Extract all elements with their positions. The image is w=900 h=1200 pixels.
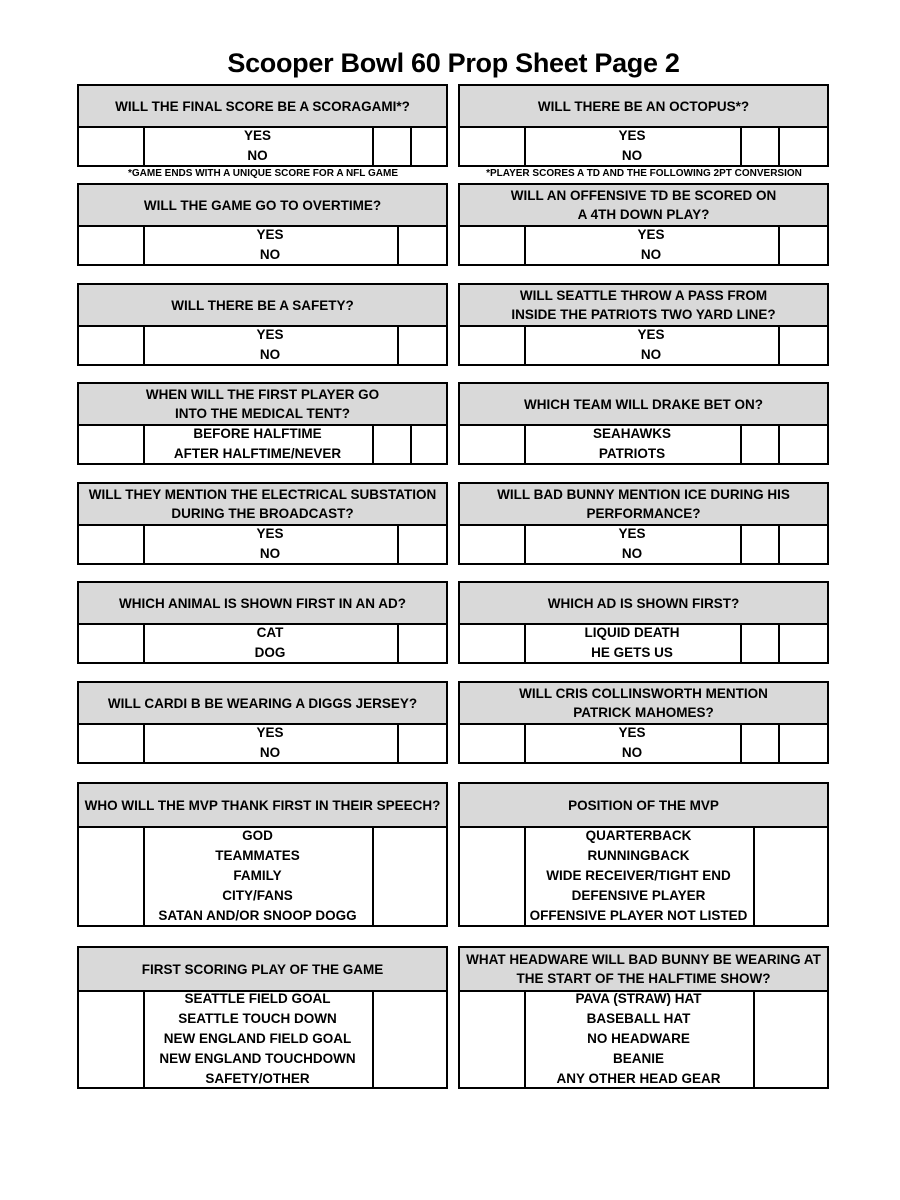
column-divider [397,524,399,563]
prop-box [77,681,448,764]
column-divider [778,524,780,563]
prop-option: NO [247,147,268,163]
prop-box [77,782,448,927]
prop-options [524,524,740,563]
prop-question-line: WHICH AD IS SHOWN FIRST? [547,595,740,611]
prop-question-line: INTO THE MEDICAL TENT? [175,406,350,421]
prop-options [524,126,740,165]
prop-question-line: PERFORMANCE? [586,506,701,521]
prop-options [143,424,372,463]
prop-option: NO HEADWARE [587,1030,690,1046]
prop-options [524,723,740,762]
prop-question [460,384,827,426]
prop-option: SEAHAWKS [592,425,671,441]
prop-question-line: INSIDE THE PATRIOTS TWO YARD LINE? [511,307,776,322]
prop-option: YES [256,724,284,740]
prop-question [79,683,446,725]
prop-option: YES [618,525,646,541]
prop-box [458,782,829,927]
prop-option: YES [256,326,284,342]
column-divider [740,126,742,165]
prop-box [77,581,448,664]
prop-question-line: WILL AN OFFENSIVE TD BE SCORED ON [510,188,777,203]
column-divider [778,225,780,264]
prop-options [524,826,753,925]
prop-option: NO [259,246,281,262]
prop-option: NEW ENGLAND TOUCHDOWN [159,1050,356,1066]
prop-option: BEANIE [612,1050,664,1066]
column-divider [778,126,780,165]
column-divider [778,723,780,762]
prop-option: NO [259,545,281,561]
prop-question-line: WHICH ANIMAL IS SHOWN FIRST IN AN AD? [119,595,406,611]
column-divider [372,126,374,165]
prop-option: NO [640,346,662,362]
prop-question [460,784,827,828]
prop-option: NO [621,147,643,163]
prop-option: BEFORE HALFTIME [193,425,322,441]
prop-option: DOG [254,644,286,660]
column-divider [740,524,742,563]
prop-box [77,946,448,1089]
column-divider [753,826,755,925]
prop-box [77,183,448,266]
prop-option: NO [621,744,643,760]
prop-box [458,681,829,764]
prop-option: TEAMMATES [215,847,300,863]
prop-option: NO [640,246,662,262]
column-divider [740,623,742,662]
prop-question-line: WILL THE FINAL SCORE BE A SCORAGAMI*? [115,98,410,114]
prop-option: SEATTLE TOUCH DOWN [178,1010,337,1026]
prop-option: FAMILY [233,867,282,883]
prop-question [79,948,446,992]
prop-options [524,325,778,364]
prop-question-line: WILL SEATTLE THROW A PASS FROM [519,288,768,303]
column-divider [410,424,412,463]
prop-options [524,424,740,463]
prop-option: LIQUID DEATH [584,624,680,640]
prop-option: SATAN AND/OR SNOOP DOGG [158,907,357,923]
prop-option: HE GETS US [591,644,673,660]
prop-box [77,482,448,565]
prop-question-line: WHAT HEADWARE WILL BAD BUNNY BE WEARING AT [466,952,821,967]
prop-question [460,583,827,625]
prop-option: YES [618,127,646,143]
prop-option: NO [621,545,643,561]
prop-box [458,382,829,465]
prop-options [143,623,397,662]
prop-question [460,86,827,128]
column-divider [740,424,742,463]
prop-options [524,623,740,662]
prop-question-line: WILL THEY MENTION THE ELECTRICAL SUBSTATION [88,487,437,502]
prop-box [458,946,829,1089]
prop-option: CITY/FANS [222,887,293,903]
prop-option: NO [259,346,281,362]
prop-question-line: DURING THE BROADCAST? [171,506,354,521]
prop-box [77,382,448,465]
prop-options [143,225,397,264]
prop-question [79,185,446,227]
prop-option: NEW ENGLAND FIELD GOAL [163,1030,352,1046]
prop-question-line: WILL CARDI B BE WEARING A DIGGS JERSEY? [107,695,418,711]
prop-option: RUNNINGBACK [587,847,690,863]
column-divider [778,325,780,364]
prop-box [458,581,829,664]
column-divider [740,723,742,762]
prop-option: YES [637,326,665,342]
prop-box [458,84,829,167]
prop-options [524,225,778,264]
prop-option: ANY OTHER HEAD GEAR [556,1070,721,1086]
column-divider [397,723,399,762]
prop-option: WIDE RECEIVER/TIGHT END [546,867,731,883]
prop-question-line: WILL CRIS COLLINSWORTH MENTION [519,686,768,701]
prop-box [458,183,829,266]
prop-question-line: FIRST SCORING PLAY OF THE GAME [141,961,384,977]
prop-option: PAVA (STRAW) HAT [575,990,702,1006]
prop-options [143,126,372,165]
prop-option: OFFENSIVE PLAYER NOT LISTED [529,907,748,923]
prop-question-line: WHICH TEAM WILL DRAKE BET ON? [524,396,763,412]
prop-question [79,86,446,128]
prop-box [458,482,829,565]
prop-box [77,283,448,366]
prop-options [143,524,397,563]
prop-option: GOD [242,827,273,843]
column-divider [778,623,780,662]
octopus-footnote: *PLAYER SCORES A TD AND THE FOLLOWING 2PT CONVERSION [486,168,802,179]
prop-options [143,723,397,762]
prop-question-line: POSITION OF THE MVP [568,797,719,813]
prop-option: YES [618,724,646,740]
prop-question-line: THE START OF THE HALFTIME SHOW? [516,971,771,986]
prop-question [460,484,827,526]
prop-question-line: WILL BAD BUNNY MENTION ICE DURING HIS [497,487,790,502]
prop-question-line: PATRICK MAHOMES? [573,705,714,720]
prop-option: YES [637,226,665,242]
prop-question-line: WILL THERE BE A SAFETY? [171,297,354,313]
prop-option: PATRIOTS [598,445,666,461]
prop-question [460,185,827,227]
column-divider [410,126,412,165]
column-divider [372,424,374,463]
prop-question [79,285,446,327]
prop-option: SAFETY/OTHER [205,1070,310,1086]
prop-question-line: A 4TH DOWN PLAY? [577,207,710,222]
column-divider [778,424,780,463]
column-divider [372,990,374,1087]
prop-option: CAT [256,624,284,640]
prop-question [79,784,446,828]
column-divider [397,325,399,364]
scoragami-footnote: *GAME ENDS WITH A UNIQUE SCORE FOR A NFL GAME [127,168,398,179]
prop-options [143,325,397,364]
prop-option: NO [259,744,281,760]
prop-option: YES [243,127,271,143]
prop-question-line: WILL THERE BE AN OCTOPUS*? [537,98,750,114]
prop-option: YES [256,525,284,541]
prop-question [79,384,446,426]
prop-options [524,990,753,1087]
prop-options [143,826,372,925]
prop-question [79,484,446,526]
prop-question-line: WHEN WILL THE FIRST PLAYER GO [145,387,380,402]
prop-question [460,285,827,327]
column-divider [397,225,399,264]
prop-box [77,84,448,167]
prop-question [79,583,446,625]
prop-option: YES [256,226,284,242]
prop-box [458,283,829,366]
prop-option: BASEBALL HAT [586,1010,691,1026]
prop-question-line: WHO WILL THE MVP THANK FIRST IN THEIR SPEECH? [84,797,441,813]
column-divider [372,826,374,925]
column-divider [397,623,399,662]
prop-question [460,948,827,992]
page-title: Scooper Bowl 60 Prop Sheet Page 2 [227,48,680,78]
prop-option: QUARTERBACK [585,827,692,843]
prop-question-line: WILL THE GAME GO TO OVERTIME? [143,197,382,213]
prop-option: SEATTLE FIELD GOAL [184,990,331,1006]
prop-options [143,990,372,1087]
column-divider [753,990,755,1087]
prop-question [460,683,827,725]
prop-option: DEFENSIVE PLAYER [571,887,706,903]
prop-option: AFTER HALFTIME/NEVER [173,445,342,461]
